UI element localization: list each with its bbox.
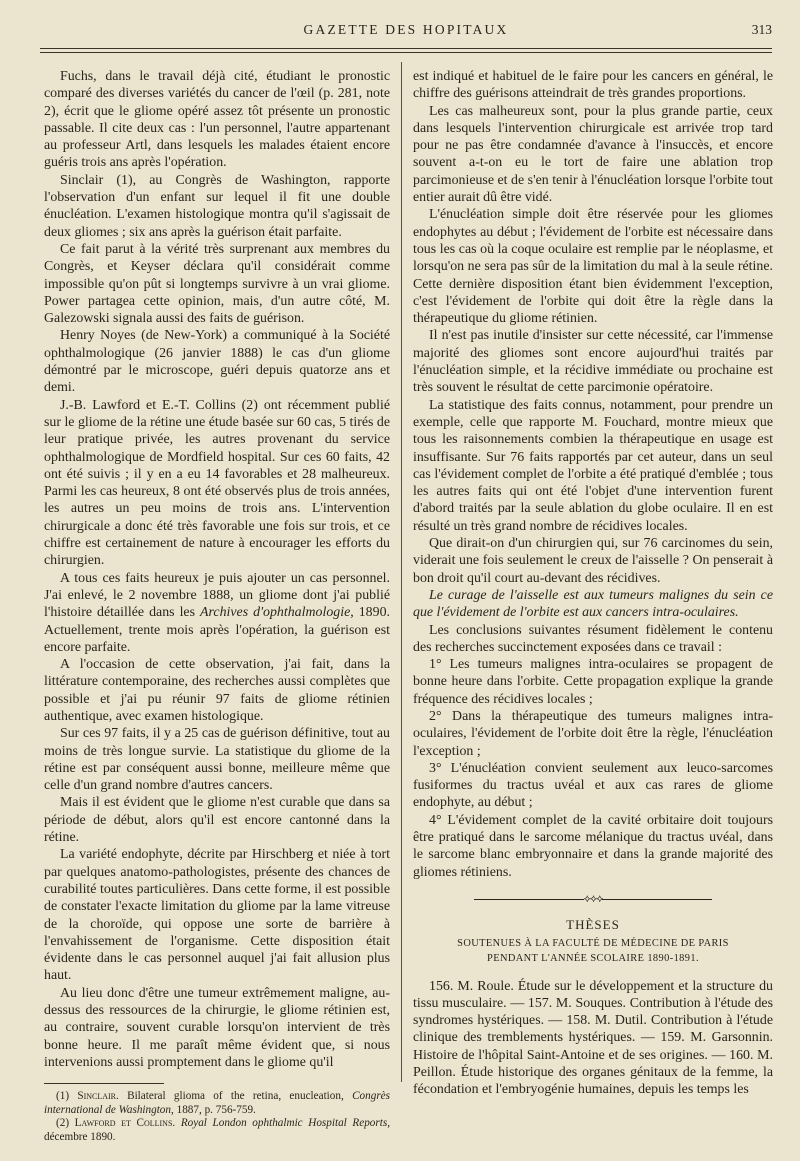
- footnote-source: Royal London ophthalmic Hospital Reports: [180, 1117, 388, 1130]
- italic-sentence: Le curage de l'aisselle est aux tumeurs malignes du sein ce que l'évidement de l'orbite est aux cancers intra-oculaires.: [413, 587, 773, 621]
- paragraph: La variété endophyte, décrite par Hirschberg et niée à tort par quelques anatomo-pathologistes, présente des chances de curabilité toutes particulières. Dans cette forme, il est possible de constater l'exacte limitation du gliome par la lame vitreuse de la choroïde, qui oppose une sorte de barrière à l'envahissement de l'organisme. Cette disposition était évidente dans le cas personnel auquel j'ai fait allusion plus haut.: [44, 847, 390, 984]
- footnote-rule: [44, 1083, 164, 1084]
- page-number: 313: [751, 22, 772, 37]
- paragraph: Les cas malheureux sont, pour la plus grande partie, ceux dans lesquels l'intervention chirurgicale est arrivée trop tard pour ne pas être condamnée d'avance à l'insuccès, et encore souvent a-t-on eu le tort de faire une ablation trop parcimonieuse et de s'en tenir à l'énucléation lorsque l'orbite tout entier aurait dû être vidé.: [413, 103, 773, 206]
- paragraph: est indiqué et habituel de le faire pour les cancers en général, le chiffre des guérisons atteindrait de très grandes proportions.: [413, 69, 773, 102]
- paragraph: J.-B. Lawford et E.-T. Collins (2) ont récemment publié sur le gliome de la rétine une étude basée sur 60 cas, 5 tirés de leur pratique privée, les autres provenant du service ophthalmologique de Mordfield hospital. Sur ces 60 faits, 42 ont été suivis ; il y en a eu 14 favorables et 28 malheureux. Parmi les cas heureux, 8 ont été observés plus de trois années, les autres un peu moins de trois ans. L'intervention chirurgicale a donc été très favorable une fois sur trois, et ce chiffre est certainement de nature à encourager les efforts du chirurgien.: [44, 397, 390, 569]
- paragraph: Au lieu donc d'être une tumeur extrêmement maligne, au-dessus des ressources de la chirurgie, le gliome rétinien est, au contraire, souvent curable lorsqu'on intervient de très bonne heure. Il me paraît même évident que, si nous intervenions aussi promptement dans le gliome qu'il: [44, 985, 390, 1070]
- paragraph: Fuchs, dans le travail déjà cité, étudiant le pronostic comparé des diverses variétés du cancer de l'œil (p. 281, note 2), écrit que le gliome opéré assez tôt présente un pronostic passable. Il cite deux cas : l'un personnel, l'autre appartenant au professeur Artl, dans lesquels les malades étaient encore guéris trois ans après l'opération.: [44, 69, 390, 171]
- left-column: [44, 68, 390, 1144]
- theses-subtitle: SOUTENUES À LA FACULTÉ DE MÉDECINE DE PARIS: [457, 937, 729, 949]
- paragraph: Henry Noyes (de New-York) a communiqué à la Société ophthalmologique (26 janvier 1888) le cas d'un gliome démontré par le microscope, guéri depuis quatorze ans et demi.: [44, 328, 390, 396]
- footnote-2: [44, 1117, 390, 1144]
- right-column: [413, 68, 773, 1099]
- journal-title: Archives d'ophthalmologie: [200, 605, 351, 621]
- footnote-author: Lawford et Collins.: [74, 1117, 176, 1130]
- theses-title: THÈSES: [566, 917, 620, 933]
- paragraph-text: A tous ces faits heureux je puis ajouter un cas personnel. J'ai enlevé, le 2 novembre 1888, un gliome dont j'ai publié l'histoire détaillée dans les: [44, 570, 390, 621]
- footnote-author: Sinclair.: [77, 1090, 119, 1103]
- footnote-text: Bilateral glioma of the retina, enucleation,: [118, 1090, 353, 1103]
- header-rule: [40, 48, 772, 49]
- footnote-1: [44, 1090, 390, 1117]
- footnote-mark: (1): [56, 1090, 70, 1103]
- paragraph: Les conclusions suivantes résument fidèlement le contenu des recherches succinctement exposées dans ce travail :: [413, 622, 773, 655]
- paragraph: La statistique des faits connus, notamment, pour prendre un exemple, celle que rapporte M. Fouchard, montre mieux que tous les raisonnements combien la thérapeutique en usage est insuffisante. Sur 76 faits rapportés par cet auteur, dans un seul cas l'évidement complet de l'orbite a été pratiqué d'emblée ; tous les autres faits qui ont été l'objet d'une intervention furent d'abord traités par la seule ablation du globe oculaire. Il en est résulté un très grand nombre de récidives locales.: [413, 397, 773, 534]
- page-header: [40, 22, 772, 44]
- section-ornament: ⟡⟡⟡: [413, 891, 773, 908]
- footnote-tail: , 1887, p. 756-759.: [171, 1103, 256, 1116]
- paragraph: Sur ces 97 faits, il y a 25 cas de guérison définitive, tout au moins de très longue survie. La statistique du gliome de la rétine est par conséquent aussi bonne, meilleure même que celle d'un grand nombre d'autres cancers.: [44, 726, 390, 794]
- footnote-source: Congrès international de Washington: [44, 1090, 390, 1116]
- conclusion-item: 4° L'évidement complet de la cavité orbitaire doit toujours être pratiqué dans le sarcome mélanique du tractus uvéal, dans le sarcome blanc embryonnaire et dans la grande majorité des gliomes rétiniens.: [413, 812, 773, 880]
- conclusion-item: 3° L'énucléation convient seulement aux leuco-sarcomes fusiformes du tractus uvéal et aux cas rares de gliome endophyte, au début ;: [413, 760, 773, 811]
- paragraph-text: , 1890. Actuellement, trente mois après l'opération, la guérison est encore parfaite.: [44, 605, 390, 655]
- paragraph: A l'occasion de cette observation, j'ai fait, dans la littérature contemporaine, des recherches aussi complètes que possible et j'ai pu réunir 97 faits de gliome rétinien authentique, avec examen histologique.: [44, 657, 390, 724]
- theses-entries: 156. M. Roule. Étude sur le développement et la structure du tissu musculaire. — 157. M. Souques. Contribution à l'étude des syndromes hystériques. — 158. M. Dutil. Contribution à l'étude clinique des tremblements hystériques. — 159. M. Garsonnin. Histoire de l'hôpital Saint-Antoine et de ses origines. — 160. M. Peillon. Étude historique des organes génitaux de la femme, la fécondation et l'embryogénie humaines, depuis les temps les: [413, 978, 773, 1098]
- theses-subtitle-year: PENDANT L'ANNÉE SCOLAIRE 1890-1891.: [487, 952, 699, 964]
- footnote-tail: , décembre 1890.: [44, 1117, 390, 1143]
- footnote-mark: (2): [56, 1117, 70, 1130]
- conclusion-item: 2° Dans la thérapeutique des tumeurs malignes intra-oculaires, l'évidement de l'orbite doit être la règle, l'énucléation l'exception ;: [413, 708, 773, 759]
- header-rule-thin: [40, 52, 772, 53]
- paragraph: Que dirait-on d'un chirurgien qui, sur 76 carcinomes du sein, viderait une fois seulement le creux de l'aisselle ? On penserait à bon droit qu'il court au-devant des récidives.: [413, 536, 773, 586]
- column-divider: [401, 62, 402, 1082]
- paragraph: Sinclair (1), au Congrès de Washington, rapporte l'observation d'un enfant sur lequel il fit une double énucléation. L'examen histologique montra qu'il s'agissait de deux gliomes ; six ans après la guérison était parfaite.: [44, 172, 390, 240]
- paragraph: Mais il est évident que le gliome n'est curable que dans sa période de début, alors qu'il est encore cantonné dans la rétine.: [44, 795, 390, 846]
- paragraph-personal-case: [44, 570, 390, 656]
- paragraph: Il n'est pas inutile d'insister sur cette nécessité, car l'immense majorité des gliomes sont encore aujourd'hui traités par l'énucléation simple, et la récidive immédiate ou prochaine est très souvent le résultat de cette parcimonie opératoire.: [413, 328, 773, 396]
- conclusion-item: 1° Les tumeurs malignes intra-oculaires se propagent de bonne heure dans l'orbite. Cette propagation explique la grande fréquence des récidives locales ;: [413, 657, 773, 707]
- paragraph: L'énucléation simple doit être réservée pour les gliomes endophytes au début ; l'évidement de l'orbite est nécessaire dans tous les cas où la coque oculaire est remplie par le néoplasme, et lorsqu'on ne sera pas sûr de la limitation du mal à la seule rétine. Cette dernière disposition étant bien évidemment l'exception, c'est l'évidement de l'orbite qui doit être la règle dans la thérapeutique du gliome rétinien.: [413, 207, 773, 327]
- paragraph: Ce fait parut à la vérité très surprenant aux membres du Congrès, et Keyser déclara qu'il considérait comme impossible qu'on pût si longtemps survivre à un vrai gliome. Power partagea cette opinion, mais, d'un autre côté, M. Galezowski signala aussi des faits de guérison.: [44, 241, 390, 327]
- running-title: GAZETTE DES HOPITAUX: [303, 22, 509, 37]
